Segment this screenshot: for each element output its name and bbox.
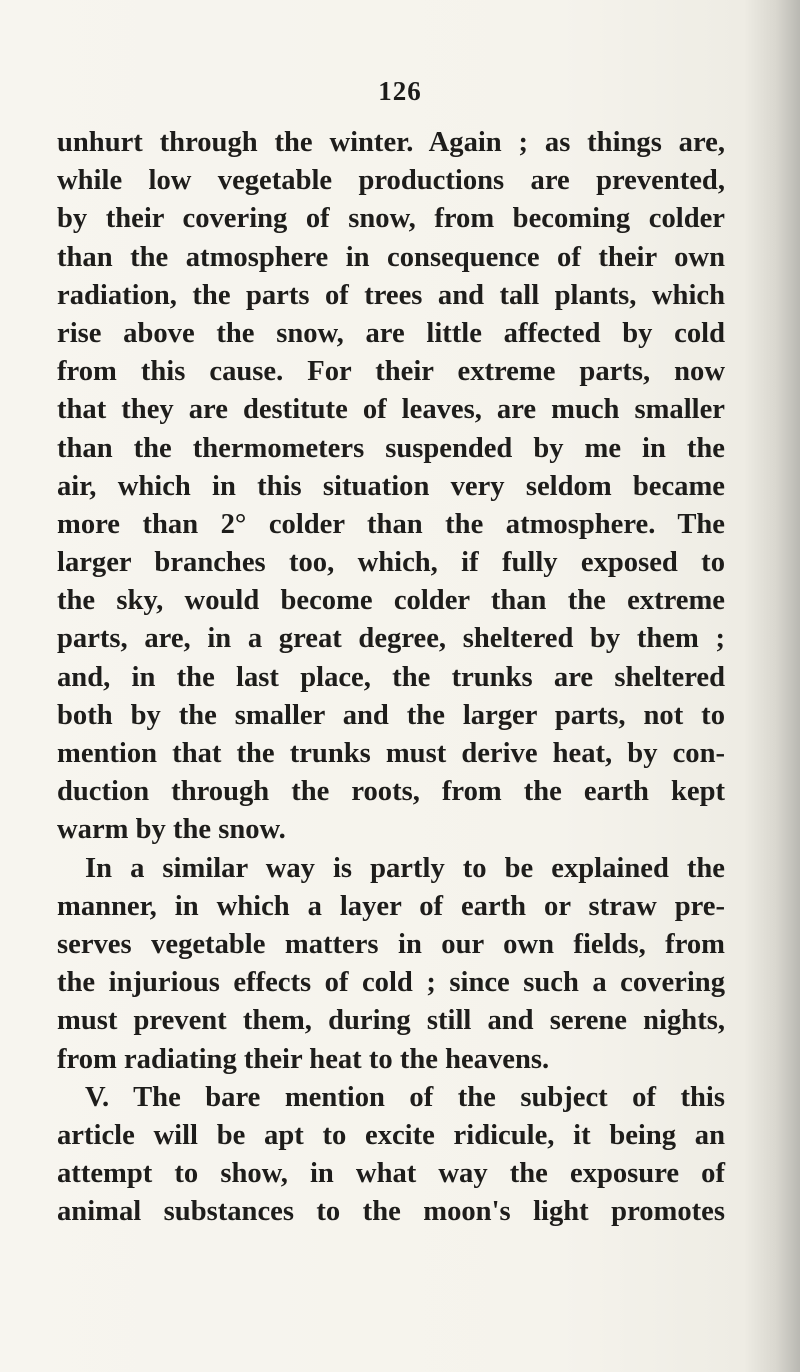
text-line: rise above the snow, are little affected by cold: [57, 317, 725, 349]
page-number: 126: [378, 76, 422, 106]
text-line: from radiating their heat to the heavens.: [57, 1043, 550, 1075]
text-line: air, which in this situation very seldom became: [57, 470, 725, 502]
text-line: warm by the snow.: [57, 814, 286, 846]
text-line: parts, are, in a great degree, sheltered by them ;: [57, 623, 725, 655]
text-line: while low vegetable productions are prevented,: [57, 165, 725, 197]
text-line: duction through the roots, from the earth kept: [57, 776, 725, 808]
text-line: animal substances to the moon's light promotes: [57, 1196, 725, 1228]
text-line: the injurious effects of cold ; since such a covering: [57, 967, 725, 999]
text-line: unhurt through the winter. Again ; as things are,: [57, 127, 725, 158]
text-line: attempt to show, in what way the exposure of: [57, 1158, 725, 1190]
text-line: than the thermometers suspended by me in the: [57, 432, 725, 464]
text-line: the sky, would become colder than the extreme: [57, 585, 725, 617]
text-line: that they are destitute of leaves, are much smaller: [57, 394, 725, 426]
text-line: larger branches too, which, if fully exposed to: [57, 547, 725, 579]
text-line: mention that the trunks must derive heat, by con-: [57, 738, 725, 769]
text-line: by their covering of snow, from becoming colder: [57, 203, 725, 235]
text-line: article will be apt to excite ridicule, it being an: [57, 1119, 725, 1151]
text-line: manner, in which a layer of earth or straw pre-: [57, 890, 725, 922]
text-line: than the atmosphere in consequence of their own: [57, 241, 725, 273]
text-line: from this cause. For their extreme parts, now: [57, 356, 725, 388]
text-line: In a similar way is partly to be explained the: [85, 852, 725, 884]
text-line: serves vegetable matters in our own fields, from: [57, 928, 725, 960]
text-line: must prevent them, during still and serene nights,: [57, 1005, 725, 1037]
text-line: and, in the last place, the trunks are sheltered: [57, 661, 725, 693]
text-line: radiation, the parts of trees and tall plants, which: [57, 279, 725, 311]
text-line: more than 2° colder than the atmosphere. The: [57, 508, 725, 540]
body-text: [57, 124, 725, 1231]
text-line: both by the smaller and the larger parts, not to: [57, 699, 725, 731]
text-line: V. The bare mention of the subject of this: [85, 1081, 725, 1113]
